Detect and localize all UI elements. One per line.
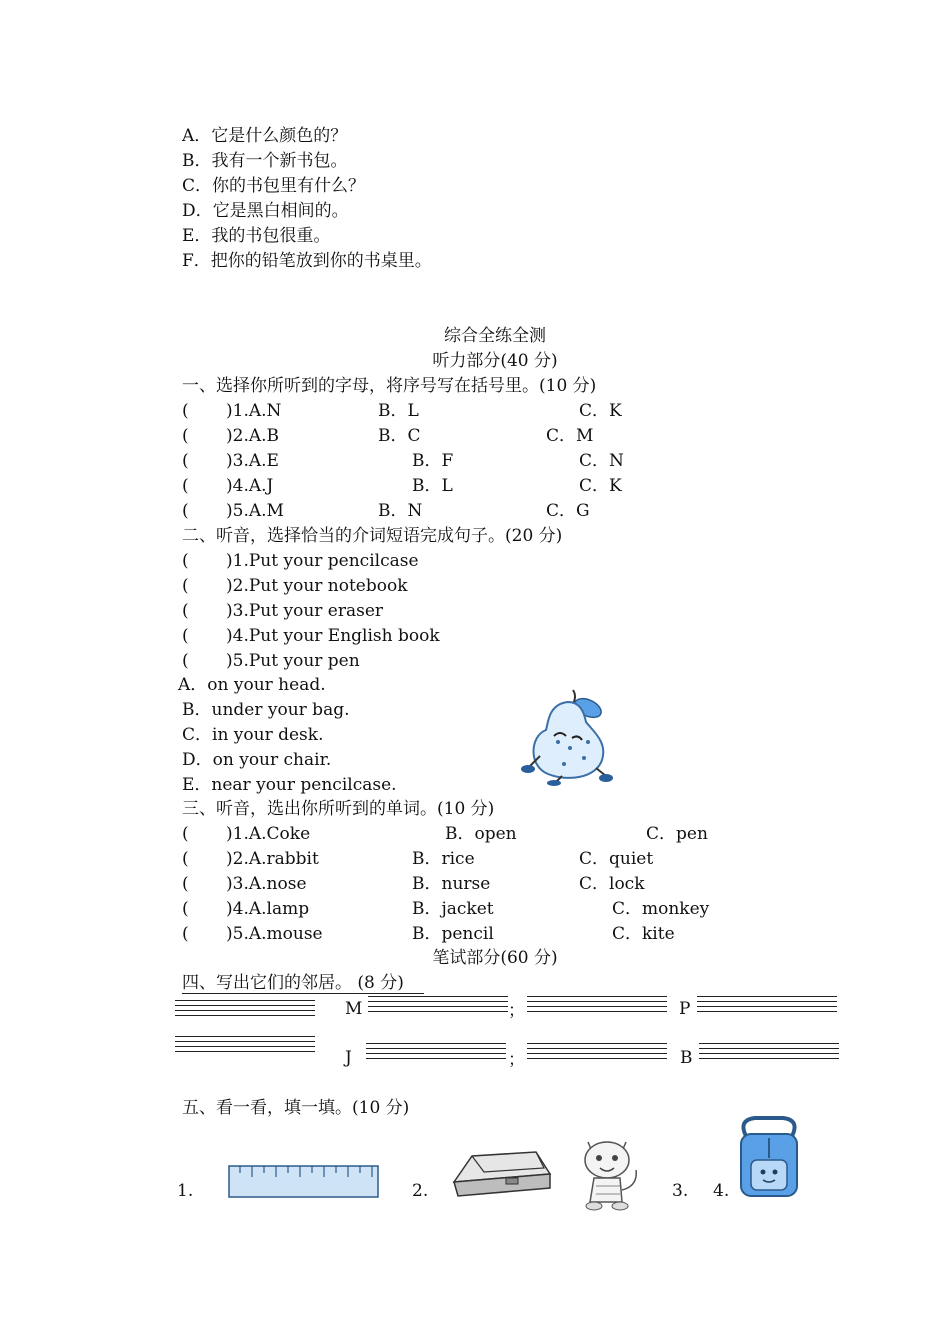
- bracket[interactable]: (: [182, 551, 189, 571]
- option-a-cn: A．它是什么颜色的？: [182, 126, 348, 146]
- question: )2.A.B: [226, 426, 280, 446]
- option-c-cn: C．你的书包里有什么？: [182, 176, 366, 196]
- separator: ；: [508, 1001, 525, 1021]
- section3-title: 三、听音，选出你所听到的单词。(10 分): [182, 799, 495, 819]
- choice-c: C．M: [546, 426, 594, 446]
- item-number-1: 1.: [177, 1181, 194, 1201]
- separator: ；: [508, 1050, 525, 1070]
- question: )2.A.rabbit: [226, 849, 319, 869]
- choice-b: B．rice: [412, 849, 475, 869]
- bracket[interactable]: (: [182, 849, 189, 869]
- section5-title: 五、看一看，填一填。(10 分): [182, 1098, 410, 1118]
- question: )1.Put your pencilcase: [226, 551, 419, 571]
- question: )3.Put your eraser: [226, 601, 384, 621]
- writing-lines[interactable]: [527, 996, 667, 1016]
- schoolbag-image: [735, 1116, 803, 1200]
- option-d: D．on your chair.: [182, 750, 332, 770]
- writing-lines[interactable]: [366, 1043, 506, 1063]
- choice-b: B．jacket: [412, 899, 494, 919]
- section2-title: 二、听音，选择恰当的介词短语完成句子。(20 分): [182, 526, 563, 546]
- test-title: 综合全练全测: [444, 326, 546, 346]
- writing-lines[interactable]: [175, 1036, 315, 1056]
- choice-c: C．monkey: [612, 899, 710, 919]
- choice-c: C．kite: [612, 924, 675, 944]
- letter-j: J: [345, 1048, 352, 1068]
- choice-c: C．lock: [579, 874, 645, 894]
- bracket[interactable]: (: [182, 501, 189, 521]
- bracket[interactable]: (: [182, 899, 189, 919]
- option-a: A．on your head.: [178, 675, 326, 695]
- letter-m: M: [345, 999, 363, 1019]
- option-b-cn: B．我有一个新书包。: [182, 151, 348, 171]
- bracket[interactable]: (: [182, 476, 189, 496]
- question: )1.A.N: [226, 401, 282, 421]
- ruler-image: [228, 1165, 380, 1199]
- option-d-cn: D．它是黑白相间的。: [182, 201, 349, 221]
- section1-title: 一、选择你所听到的字母，将序号写在括号里。(10 分): [182, 376, 597, 396]
- choice-b: B．F: [412, 451, 454, 471]
- item-number-3: 3.: [672, 1181, 689, 1201]
- option-e-cn: E．我的书包很重。: [182, 226, 331, 246]
- option-b: B．under your bag.: [182, 700, 350, 720]
- choice-c: C．N: [579, 451, 624, 471]
- writing-lines[interactable]: [175, 1000, 315, 1020]
- question: )4.Put your English book: [226, 626, 440, 646]
- bracket[interactable]: (: [182, 651, 189, 671]
- pear-cartoon-image: [518, 686, 614, 786]
- letter-p: P: [679, 999, 691, 1019]
- choice-c: C．K: [579, 476, 622, 496]
- question: )4.A.lamp: [226, 899, 310, 919]
- section4-title: 四、写出它们的邻居。 (8 分): [182, 973, 404, 993]
- bracket[interactable]: (: [182, 824, 189, 844]
- listening-title: 听力部分(40 分): [432, 351, 558, 371]
- pencil-case-image: [450, 1148, 554, 1200]
- choice-b: B．L: [378, 401, 419, 421]
- question: )5.A.mouse: [226, 924, 323, 944]
- bracket[interactable]: (: [182, 601, 189, 621]
- choice-c: C．G: [546, 501, 590, 521]
- choice-b: B．C: [378, 426, 421, 446]
- option-f-cn: F．把你的铅笔放到你的书桌里。: [182, 251, 432, 271]
- question: )3.A.E: [226, 451, 279, 471]
- choice-c: C．K: [579, 401, 622, 421]
- item-number-4: 4.: [713, 1181, 730, 1201]
- bracket[interactable]: (: [182, 576, 189, 596]
- letter-b: B: [680, 1048, 693, 1068]
- bracket[interactable]: (: [182, 924, 189, 944]
- choice-b: B．nurse: [412, 874, 491, 894]
- choice-b: B．L: [412, 476, 453, 496]
- choice-c: C．pen: [646, 824, 708, 844]
- question: )5.A.M: [226, 501, 284, 521]
- bracket[interactable]: (: [182, 451, 189, 471]
- writing-lines[interactable]: [368, 996, 508, 1016]
- question: )3.A.nose: [226, 874, 307, 894]
- question: )2.Put your notebook: [226, 576, 408, 596]
- choice-b: B．pencil: [412, 924, 494, 944]
- bracket[interactable]: (: [182, 626, 189, 646]
- option-c: C．in your desk.: [182, 725, 324, 745]
- item-number-2: 2.: [412, 1181, 429, 1201]
- writing-lines[interactable]: [699, 1043, 839, 1063]
- choice-b: B．open: [445, 824, 517, 844]
- choice-b: B．N: [378, 501, 423, 521]
- question: )1.A.Coke: [226, 824, 311, 844]
- bracket[interactable]: (: [182, 426, 189, 446]
- question: )5.Put your pen: [226, 651, 360, 671]
- title-underline: [182, 993, 424, 994]
- choice-c: C．quiet: [579, 849, 654, 869]
- bracket[interactable]: (: [182, 874, 189, 894]
- option-e: E．near your pencilcase.: [182, 775, 397, 795]
- writing-lines[interactable]: [527, 1043, 667, 1063]
- bracket[interactable]: (: [182, 401, 189, 421]
- question: )4.A.J: [226, 476, 274, 496]
- writing-lines[interactable]: [697, 996, 837, 1016]
- cat-cartoon-image: [568, 1132, 652, 1212]
- written-title: 笔试部分(60 分): [432, 948, 558, 968]
